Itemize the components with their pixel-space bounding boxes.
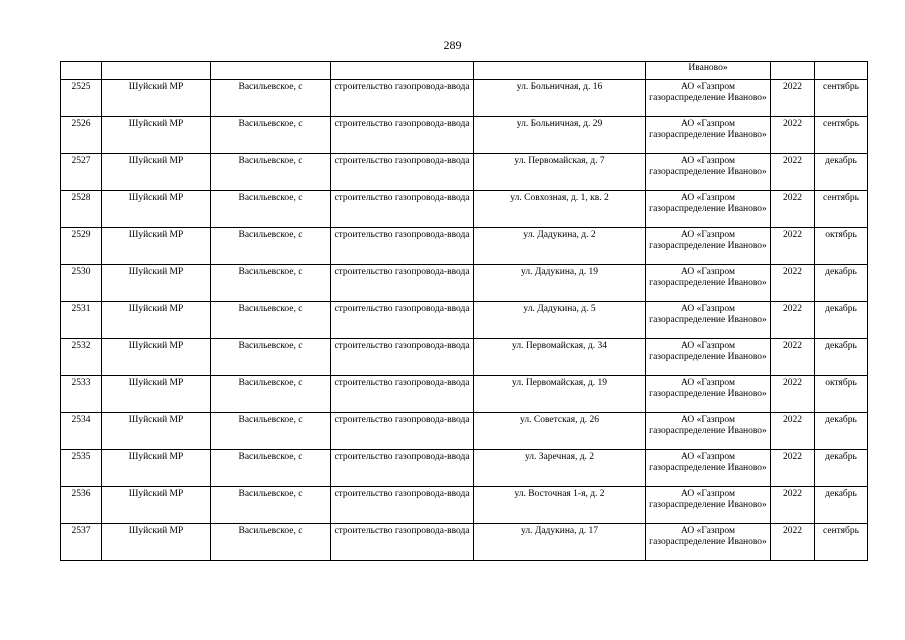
cell-org: АО «Газпром газораспределение Иваново»: [646, 487, 771, 524]
cell-month: сентябрь: [815, 80, 868, 117]
cell-year: 2022: [771, 265, 815, 302]
cell-month: декабрь: [815, 413, 868, 450]
cell-year: 2022: [771, 154, 815, 191]
table-row: [61, 524, 868, 561]
page-number: 289: [443, 38, 462, 52]
table-row: [61, 80, 868, 117]
cell-district: Шуйский МР: [102, 228, 211, 265]
cell-num: 2532: [61, 339, 102, 376]
cell-year: 2022: [771, 376, 815, 413]
cell-settlement: Васильевское, с: [211, 191, 331, 228]
cell-work: строительство газопровода-ввода: [331, 265, 474, 302]
cell-org: АО «Газпром газораспределение Иваново»: [646, 524, 771, 561]
gas-connection-register-table: [60, 61, 868, 561]
cell-num: [61, 62, 102, 80]
cell-address: ул. Советская, д. 26: [474, 413, 646, 450]
cell-year: 2022: [771, 117, 815, 154]
cell-district: Шуйский МР: [102, 302, 211, 339]
cell-address: ул. Первомайская, д. 7: [474, 154, 646, 191]
cell-settlement: Васильевское, с: [211, 117, 331, 154]
cell-address: ул. Восточная 1-я, д. 2: [474, 487, 646, 524]
cell-settlement: Васильевское, с: [211, 376, 331, 413]
cell-num: 2533: [61, 376, 102, 413]
cell-work: строительство газопровода-ввода: [331, 413, 474, 450]
cell-num: 2531: [61, 302, 102, 339]
cell-district: Шуйский МР: [102, 80, 211, 117]
table-row: [61, 413, 868, 450]
cell-address: ул. Дадукина, д. 2: [474, 228, 646, 265]
cell-num: 2537: [61, 524, 102, 561]
cell-district: Шуйский МР: [102, 154, 211, 191]
cell-year: 2022: [771, 80, 815, 117]
cell-work: строительство газопровода-ввода: [331, 191, 474, 228]
cell-month: [815, 62, 868, 80]
cell-address: ул. Совхозная, д. 1, кв. 2: [474, 191, 646, 228]
cell-month: октябрь: [815, 228, 868, 265]
cell-settlement: Васильевское, с: [211, 450, 331, 487]
cell-work: [331, 62, 474, 80]
cell-year: 2022: [771, 228, 815, 265]
cell-work: строительство газопровода-ввода: [331, 376, 474, 413]
cell-settlement: Васильевское, с: [211, 524, 331, 561]
cell-address: ул. Заречная, д. 2: [474, 450, 646, 487]
cell-district: Шуйский МР: [102, 265, 211, 302]
cell-month: сентябрь: [815, 117, 868, 154]
cell-district: Шуйский МР: [102, 450, 211, 487]
table-row: [61, 302, 868, 339]
cell-num: 2535: [61, 450, 102, 487]
cell-settlement: Васильевское, с: [211, 413, 331, 450]
cell-address: ул. Больничная, д. 29: [474, 117, 646, 154]
cell-year: 2022: [771, 339, 815, 376]
cell-num: 2526: [61, 117, 102, 154]
cell-address: ул. Дадукина, д. 19: [474, 265, 646, 302]
cell-district: [102, 62, 211, 80]
cell-address: ул. Дадукина, д. 17: [474, 524, 646, 561]
cell-org: АО «Газпром газораспределение Иваново»: [646, 413, 771, 450]
cell-settlement: [211, 62, 331, 80]
cell-district: Шуйский МР: [102, 376, 211, 413]
cell-org: АО «Газпром газораспределение Иваново»: [646, 265, 771, 302]
cell-work: строительство газопровода-ввода: [331, 228, 474, 265]
cell-month: декабрь: [815, 154, 868, 191]
cell-district: Шуйский МР: [102, 191, 211, 228]
cell-year: 2022: [771, 413, 815, 450]
cell-month: декабрь: [815, 302, 868, 339]
cell-work: строительство газопровода-ввода: [331, 524, 474, 561]
cell-org: АО «Газпром газораспределение Иваново»: [646, 339, 771, 376]
cell-year: 2022: [771, 302, 815, 339]
cell-org: Иваново»: [646, 62, 771, 80]
cell-work: строительство газопровода-ввода: [331, 487, 474, 524]
continuation-row: [61, 62, 868, 80]
cell-settlement: Васильевское, с: [211, 339, 331, 376]
cell-org: АО «Газпром газораспределение Иваново»: [646, 154, 771, 191]
cell-year: 2022: [771, 487, 815, 524]
cell-settlement: Васильевское, с: [211, 154, 331, 191]
cell-settlement: Васильевское, с: [211, 265, 331, 302]
cell-org: АО «Газпром газораспределение Иваново»: [646, 376, 771, 413]
cell-month: декабрь: [815, 487, 868, 524]
cell-address: ул. Дадукина, д. 5: [474, 302, 646, 339]
cell-settlement: Васильевское, с: [211, 487, 331, 524]
table-row: [61, 154, 868, 191]
cell-num: 2528: [61, 191, 102, 228]
cell-org: АО «Газпром газораспределение Иваново»: [646, 450, 771, 487]
table-row: [61, 228, 868, 265]
cell-work: строительство газопровода-ввода: [331, 450, 474, 487]
cell-year: 2022: [771, 450, 815, 487]
cell-settlement: Васильевское, с: [211, 228, 331, 265]
cell-address: ул. Первомайская, д. 34: [474, 339, 646, 376]
cell-year: 2022: [771, 524, 815, 561]
cell-num: 2530: [61, 265, 102, 302]
cell-year: 2022: [771, 191, 815, 228]
cell-address: ул. Больничная, д. 16: [474, 80, 646, 117]
table-row: [61, 191, 868, 228]
cell-org: АО «Газпром газораспределение Иваново»: [646, 191, 771, 228]
cell-month: сентябрь: [815, 191, 868, 228]
cell-settlement: Васильевское, с: [211, 302, 331, 339]
cell-address: ул. Первомайская, д. 19: [474, 376, 646, 413]
cell-org: АО «Газпром газораспределение Иваново»: [646, 302, 771, 339]
cell-work: строительство газопровода-ввода: [331, 154, 474, 191]
table-row: [61, 265, 868, 302]
cell-num: 2534: [61, 413, 102, 450]
cell-address: [474, 62, 646, 80]
cell-num: 2536: [61, 487, 102, 524]
cell-num: 2527: [61, 154, 102, 191]
cell-org: АО «Газпром газораспределение Иваново»: [646, 228, 771, 265]
cell-num: 2529: [61, 228, 102, 265]
cell-month: декабрь: [815, 450, 868, 487]
cell-district: Шуйский МР: [102, 117, 211, 154]
table-body: [61, 62, 868, 561]
cell-work: строительство газопровода-ввода: [331, 339, 474, 376]
cell-org: АО «Газпром газораспределение Иваново»: [646, 117, 771, 154]
cell-num: 2525: [61, 80, 102, 117]
table-row: [61, 450, 868, 487]
cell-month: сентябрь: [815, 524, 868, 561]
cell-month: октябрь: [815, 376, 868, 413]
cell-work: строительство газопровода-ввода: [331, 302, 474, 339]
cell-month: декабрь: [815, 339, 868, 376]
table-row: [61, 376, 868, 413]
cell-work: строительство газопровода-ввода: [331, 80, 474, 117]
table-row: [61, 487, 868, 524]
cell-month: декабрь: [815, 265, 868, 302]
cell-year: [771, 62, 815, 80]
cell-work: строительство газопровода-ввода: [331, 117, 474, 154]
cell-district: Шуйский МР: [102, 524, 211, 561]
cell-district: Шуйский МР: [102, 339, 211, 376]
cell-settlement: Васильевское, с: [211, 80, 331, 117]
table-row: [61, 117, 868, 154]
cell-org: АО «Газпром газораспределение Иваново»: [646, 80, 771, 117]
cell-district: Шуйский МР: [102, 487, 211, 524]
cell-district: Шуйский МР: [102, 413, 211, 450]
table-row: [61, 339, 868, 376]
